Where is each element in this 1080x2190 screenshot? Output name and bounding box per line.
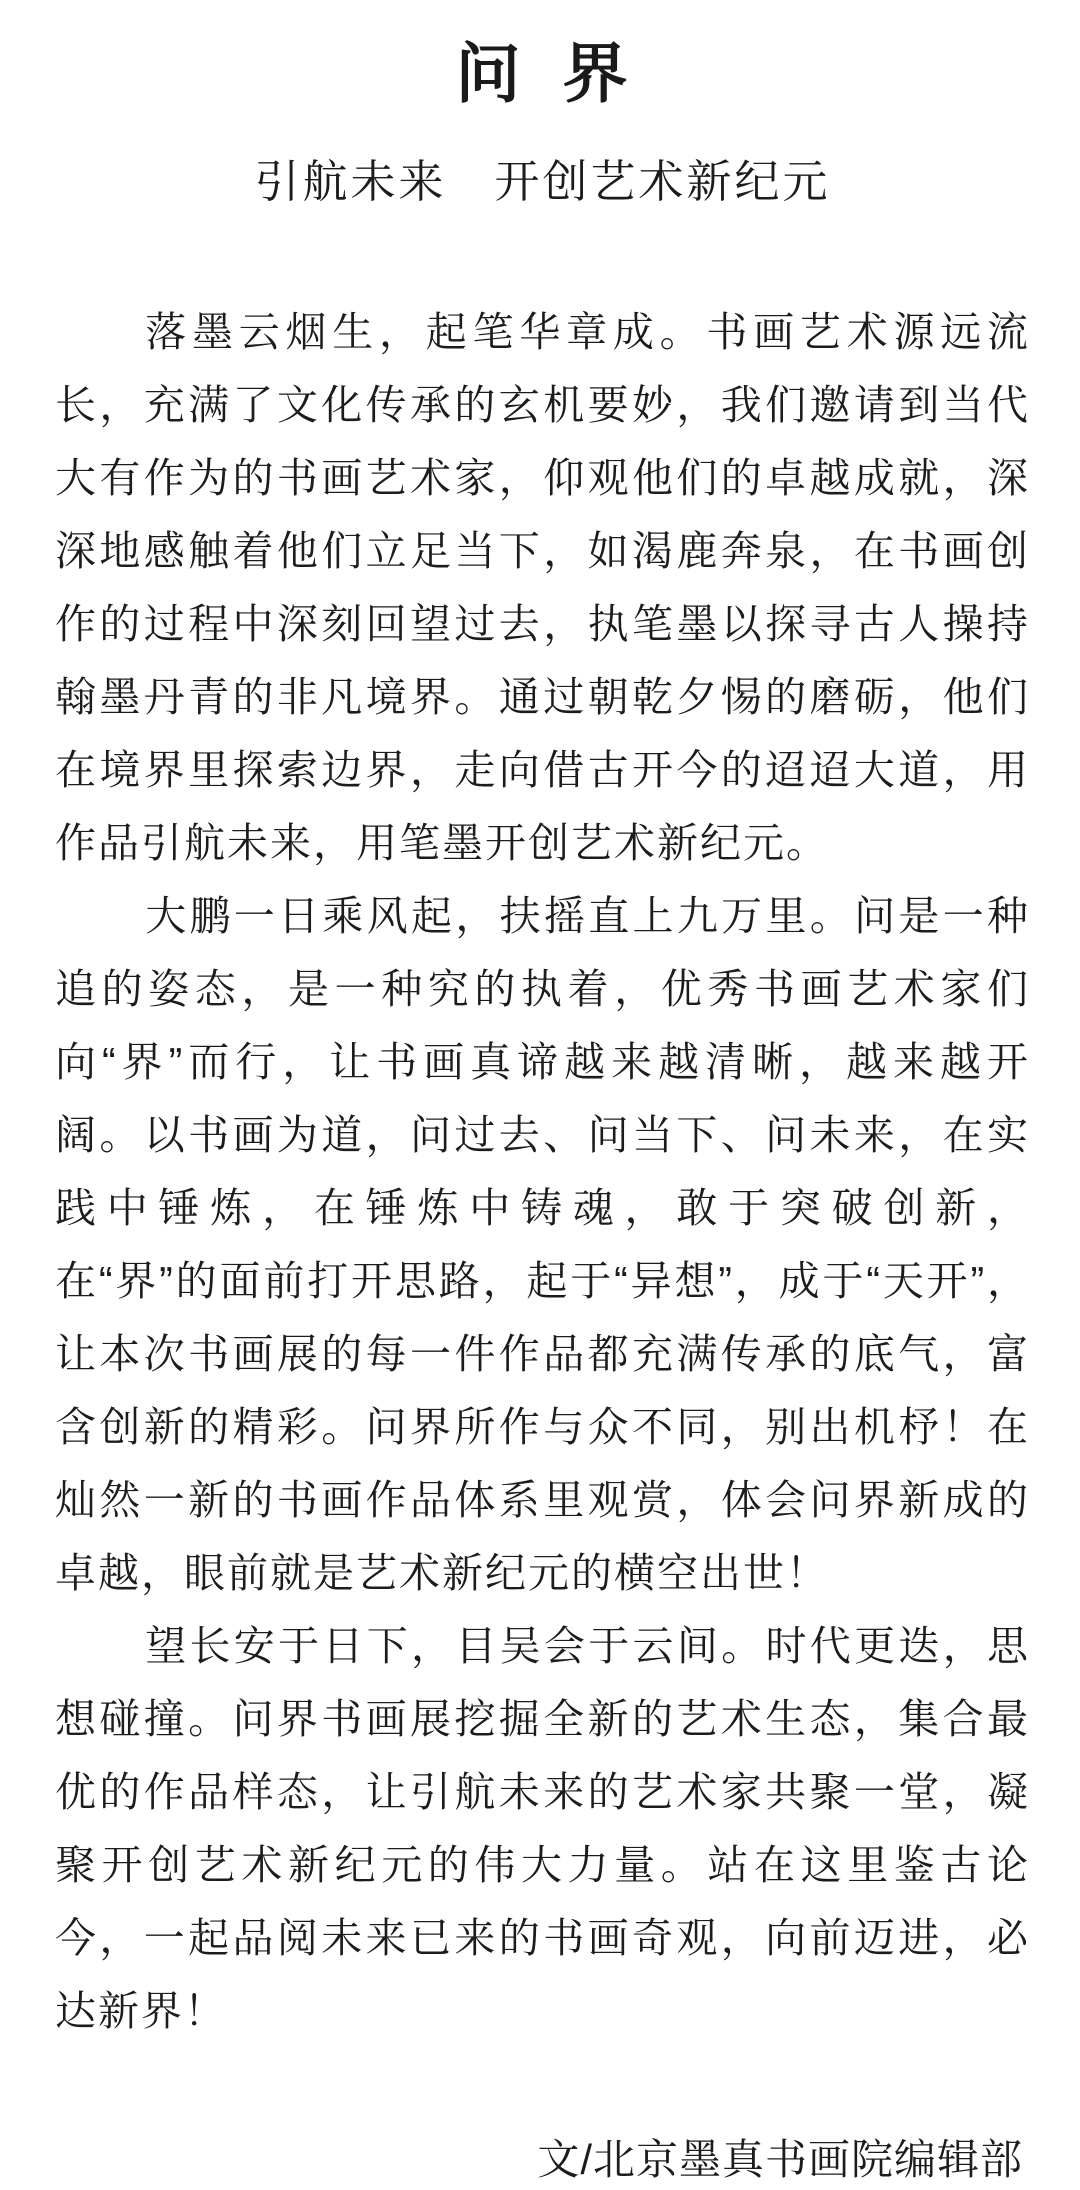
paragraph-1: 落墨云烟生，起笔华章成。书画艺术源远流长，充满了文化传承的玄机要妙，我们邀请到当代大有作为的书画艺术家，仰观他们的卓越成就，深深地感触着他们立足当下，如渴鹿奔泉，在书画创作的过程中深刻回望过去，执笔墨以探寻古人操持翰墨丹青的非凡境界。通过朝乾夕惕的磨砺，他们在境界里探索边界，走向借古开今的迢迢大道，用作品引航未来，用笔墨开创艺术新纪元。 [55,309,1030,866]
page-subtitle: 引航未来 开创艺术新纪元 [254,156,831,207]
page-title: 问 界 [455,37,630,110]
paragraph-3: 望长安于日下，目吴会于云间。时代更迭，思想碰撞。问界书画展挖掘全新的艺术生态，集合最优的作品样态，让引航未来的艺术家共聚一堂，凝聚开创艺术新纪元的伟大力量。站在这里鉴古论今，一起品阅未来已来的书画奇观，向前迈进，必达新界！ [55,1623,1030,2034]
byline: 文/北京墨真书画院编辑部 [537,2136,1023,2183]
article-page [0,37,1080,2183]
article-body [55,296,1030,2048]
paragraph-2: 大鹏一日乘风起，扶摇直上九万里。问是一种追的姿态，是一种究的执着，优秀书画艺术家们向“界”而行，让书画真谛越来越清晰，越来越开阔。以书画为道，问过去、问当下、问未来，在实践中锤炼，在锤炼中铸魂，敢于突破创新，在“界”的面前打开思路，起于“异想”，成于“天开”，让本次书画展的每一件作品都充满传承的底气，富含创新的精彩。问界所作与众不同，别出机杼！在灿然一新的书画作品体系里观赏，体会问界新成的卓越，眼前就是艺术新纪元的横空出世！ [55,893,1030,1596]
